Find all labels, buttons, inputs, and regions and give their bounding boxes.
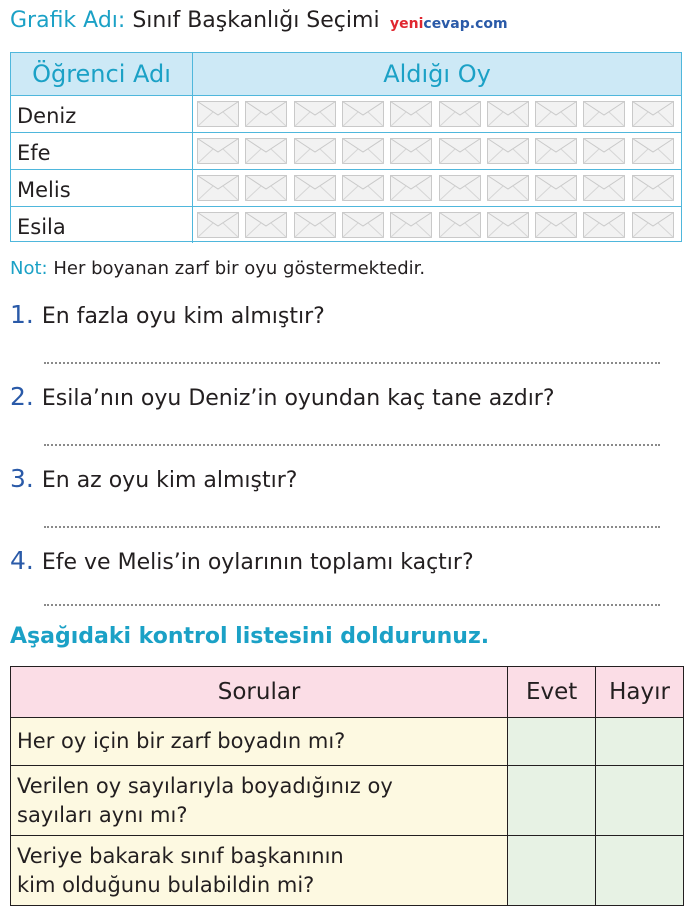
question-number: 3. — [10, 464, 34, 493]
question-text: En az oyu kim almıştır? — [41, 468, 298, 493]
yes-cell[interactable] — [508, 718, 596, 766]
no-cell[interactable] — [596, 766, 684, 836]
envelope-icon — [390, 101, 432, 127]
envelope-icon — [390, 138, 432, 164]
pictograph-row — [11, 132, 681, 169]
answer-line[interactable] — [44, 362, 660, 364]
note-label: Not: — [10, 258, 48, 279]
envelope-row — [197, 175, 677, 201]
envelope-icon — [632, 138, 674, 164]
envelope-icon — [197, 212, 239, 238]
answer-line[interactable] — [44, 604, 660, 606]
graph-title-label: Grafik Adı: — [10, 8, 126, 33]
envelope-icon — [487, 101, 529, 127]
brand-part2: cevap.com — [423, 16, 508, 32]
no-cell[interactable] — [596, 836, 684, 906]
question-number: 4. — [10, 546, 34, 575]
checklist-question — [11, 718, 508, 766]
question-4 — [10, 546, 474, 575]
graph-title-value: Sınıf Başkanlığı Seçimi — [132, 8, 380, 33]
envelope-icon — [583, 175, 625, 201]
question-line: Verilen oy sayılarıyla boyadığınız oy — [17, 773, 393, 798]
pictograph-header — [11, 53, 681, 96]
envelope-icon — [390, 212, 432, 238]
envelope-icon — [487, 175, 529, 201]
question-1 — [10, 300, 325, 329]
no-cell[interactable] — [596, 718, 684, 766]
pictograph-row — [11, 169, 681, 206]
envelope-icon — [294, 138, 336, 164]
header-no: Hayır — [596, 667, 684, 718]
student-name: Efe — [17, 141, 51, 165]
question-text: Efe ve Melis’in oylarının toplamı kaçtır? — [41, 550, 474, 575]
envelope-icon — [632, 212, 674, 238]
envelope-icon — [390, 175, 432, 201]
student-name: Esila — [17, 215, 66, 239]
envelope-icon — [535, 212, 577, 238]
question-number: 1. — [10, 300, 34, 329]
envelope-icon — [342, 101, 384, 127]
yes-cell[interactable] — [508, 766, 596, 836]
header-student: Öğrenci Adı — [11, 53, 193, 95]
answer-line[interactable] — [44, 526, 660, 528]
envelope-icon — [487, 212, 529, 238]
question-2 — [10, 382, 555, 411]
envelope-icon — [439, 212, 481, 238]
envelope-icon — [632, 101, 674, 127]
envelope-row — [197, 138, 677, 164]
question-line: sayıları aynı mı? — [17, 802, 188, 827]
envelope-icon — [342, 138, 384, 164]
checklist-title: Aşağıdaki kontrol listesini doldurunuz. — [10, 624, 490, 649]
envelope-icon — [197, 138, 239, 164]
envelope-row — [197, 101, 677, 127]
envelope-icon — [294, 212, 336, 238]
header-yes: Evet — [508, 667, 596, 718]
envelope-icon — [439, 138, 481, 164]
envelope-icon — [535, 175, 577, 201]
envelope-icon — [245, 175, 287, 201]
envelope-icon — [583, 138, 625, 164]
yes-cell[interactable] — [508, 836, 596, 906]
brand-part1: yeni — [390, 16, 424, 32]
note — [10, 258, 425, 279]
question-text: En fazla oyu kim almıştır? — [41, 304, 325, 329]
pictograph-table — [10, 52, 682, 242]
student-name: Melis — [17, 178, 71, 202]
envelope-icon — [583, 101, 625, 127]
brand-logo — [390, 16, 508, 32]
checklist-question — [11, 766, 508, 836]
envelope-icon — [535, 101, 577, 127]
envelope-icon — [245, 138, 287, 164]
envelope-icon — [197, 101, 239, 127]
question-number: 2. — [10, 382, 34, 411]
graph-title — [10, 8, 380, 33]
envelope-icon — [197, 175, 239, 201]
envelope-icon — [342, 175, 384, 201]
envelope-icon — [294, 101, 336, 127]
header-questions: Sorular — [11, 667, 508, 718]
question-text: Esila’nın oyu Deniz’in oyundan kaç tane azdır? — [41, 386, 555, 411]
question-3 — [10, 464, 297, 493]
answer-line[interactable] — [44, 444, 660, 446]
question-line: Veriye bakarak sınıf başkanının — [17, 843, 344, 868]
envelope-icon — [439, 175, 481, 201]
note-text: Her boyanan zarf bir oyu göstermektedir. — [53, 258, 426, 279]
pictograph-row — [11, 95, 681, 132]
pictograph-row — [11, 206, 681, 243]
envelope-icon — [294, 175, 336, 201]
envelope-icon — [342, 212, 384, 238]
envelope-icon — [535, 138, 577, 164]
header-votes: Aldığı Oy — [383, 60, 491, 88]
envelope-icon — [245, 101, 287, 127]
envelope-row — [197, 212, 677, 238]
checklist-question — [11, 836, 508, 906]
envelope-icon — [583, 212, 625, 238]
envelope-icon — [632, 175, 674, 201]
question-line: kim olduğunu bulabildin mi? — [17, 872, 315, 897]
envelope-icon — [439, 101, 481, 127]
question-line: Her oy için bir zarf boyadın mı? — [17, 729, 346, 753]
envelope-icon — [487, 138, 529, 164]
envelope-icon — [245, 212, 287, 238]
checklist-table — [10, 666, 684, 906]
student-name: Deniz — [17, 104, 77, 128]
